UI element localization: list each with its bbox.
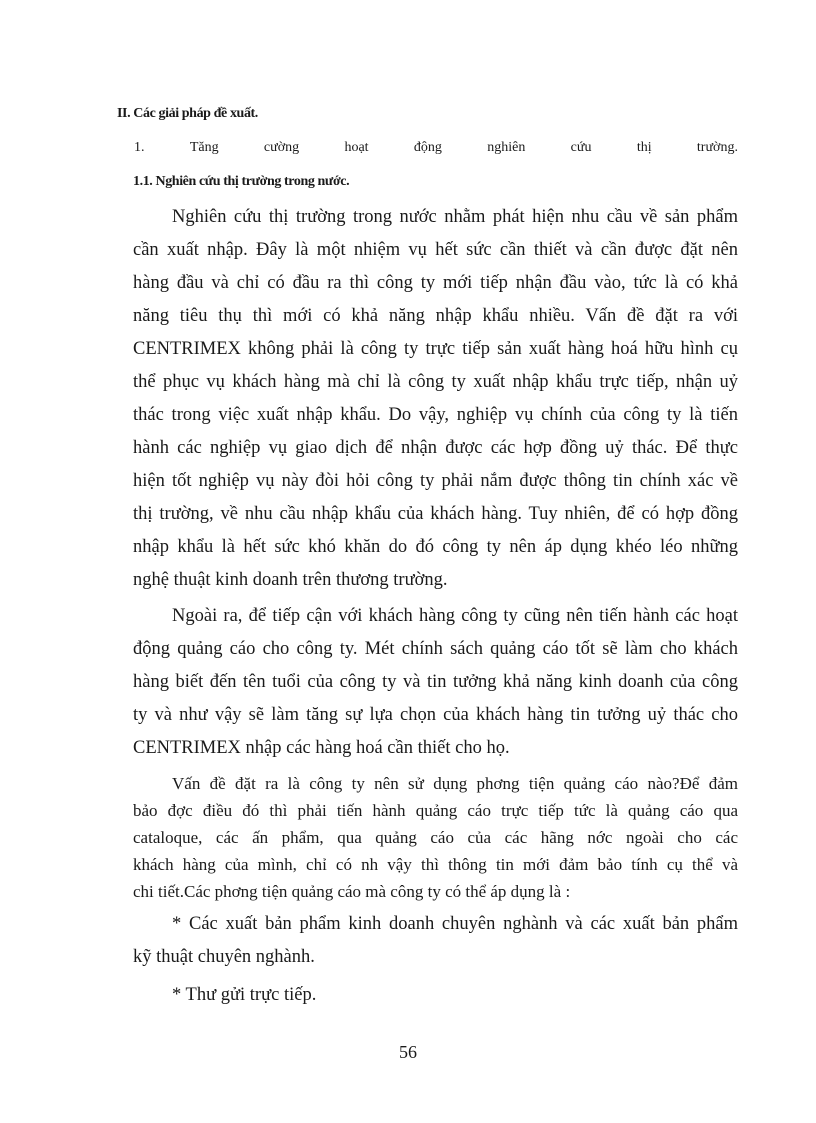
para2-line: CENTRIMEX nhập các hàng hoá cần thiết cho họ.: [133, 738, 510, 758]
para2-line: hàng biết đến tên tuổi của công ty và tin tưởng khả năng kinh doanh của công: [133, 672, 738, 692]
bullet-line: * Thư gửi trực tiếp.: [172, 985, 317, 1005]
item-word: Tăng: [189, 140, 219, 155]
para1-line: nghệ thuật kinh doanh trên thương trường.: [133, 570, 448, 590]
item-word: hoạt: [344, 140, 369, 155]
para1-line: thác trong việc xuất nhập khẩu. Do vậy, nghiệp vụ chính của công ty là tiến: [133, 405, 738, 425]
item-word: cường: [263, 140, 300, 155]
para1-line: thể phục vụ khách hàng mà chỉ là công ty xuất nhập khẩu trực tiếp, nhận uỷ: [133, 372, 738, 392]
para2-line: Ngoài ra, để tiếp cận với khách hàng công ty cũng nên tiến hành các hoạt: [172, 606, 738, 626]
bullet-line: kỹ thuật chuyên nghành.: [133, 947, 315, 967]
item-word: thị: [636, 140, 652, 155]
para3-line: khách hàng của mình, chỉ có nh vậy thì thông tin mới đảm bảo tính cụ thể và: [133, 855, 738, 874]
item-1-heading: [134, 140, 738, 156]
para1-line: cần xuất nhập. Đây là một nhiệm vụ hết sức cần thiết và cần được đặt nên: [133, 240, 738, 260]
para2-line: ty và như vậy sẽ làm tăng sự lựa chọn của khách hàng tin tưởng uỷ thác cho: [133, 705, 738, 725]
para1-line: hiện tốt nghiệp vụ này đòi hỏi công ty phải nắm được thông tin chính xác về: [133, 471, 738, 491]
para1-line: CENTRIMEX không phải là công ty trực tiếp sản xuất hàng hoá hữu hình cụ: [133, 339, 738, 359]
para1-line: hàng đầu và chỉ có đầu ra thì công ty mới tiếp nhận đầu vào, tức là có khả: [133, 273, 738, 293]
section-heading: II. Các giải pháp đề xuất.: [117, 106, 258, 121]
para1-line: năng tiêu thụ thì mới có khả năng nhập khẩu nhiều. Vấn đề đặt ra với: [133, 306, 738, 326]
item-word: nghiên: [487, 140, 526, 155]
para2-line: động quảng cáo cho công ty. Mét chính sách quảng cáo tốt sẽ làm cho khách: [133, 639, 738, 659]
para3-line: chi tiết.Các phơng tiện quảng cáo mà công ty có thể áp dụng là :: [133, 882, 571, 901]
para1-line: Nghiên cứu thị trường trong nước nhằm phát hiện nhu cầu về sản phẩm: [172, 207, 738, 227]
para3-line: Vấn đề đặt ra là công ty nên sử dụng phơng tiện quảng cáo nào?Để đảm: [172, 774, 738, 793]
page-number: 56: [399, 1042, 417, 1062]
item-word: cứu: [570, 140, 592, 155]
para3-line: bảo đợc điều đó thì phải tiến hành quảng cáo trực tiếp tức là quảng cáo qua: [133, 801, 738, 820]
para3-line: cataloque, các ấn phẩm, qua quảng cáo của các hãng nớc ngoài cho các: [133, 828, 738, 847]
subheading: 1.1. Nghiên cứu thị trường trong nước.: [133, 174, 350, 189]
para1-line: nhập khẩu là hết sức khó khăn do đó công ty nên áp dụng khéo léo những: [133, 537, 738, 557]
para1-line: thị trường, về nhu cầu nhập khẩu của khách hàng. Tuy nhiên, để có hợp đồng: [133, 504, 738, 524]
item-word: động: [413, 140, 442, 155]
para1-line: hành các nghiệp vụ giao dịch để nhận được các hợp đồng uỷ thác. Để thực: [133, 438, 738, 458]
item-word: trường.: [696, 140, 738, 155]
item-number: 1.: [134, 140, 145, 155]
bullet-line: * Các xuất bản phẩm kinh doanh chuyên nghành và các xuất bản phẩm: [172, 914, 738, 934]
